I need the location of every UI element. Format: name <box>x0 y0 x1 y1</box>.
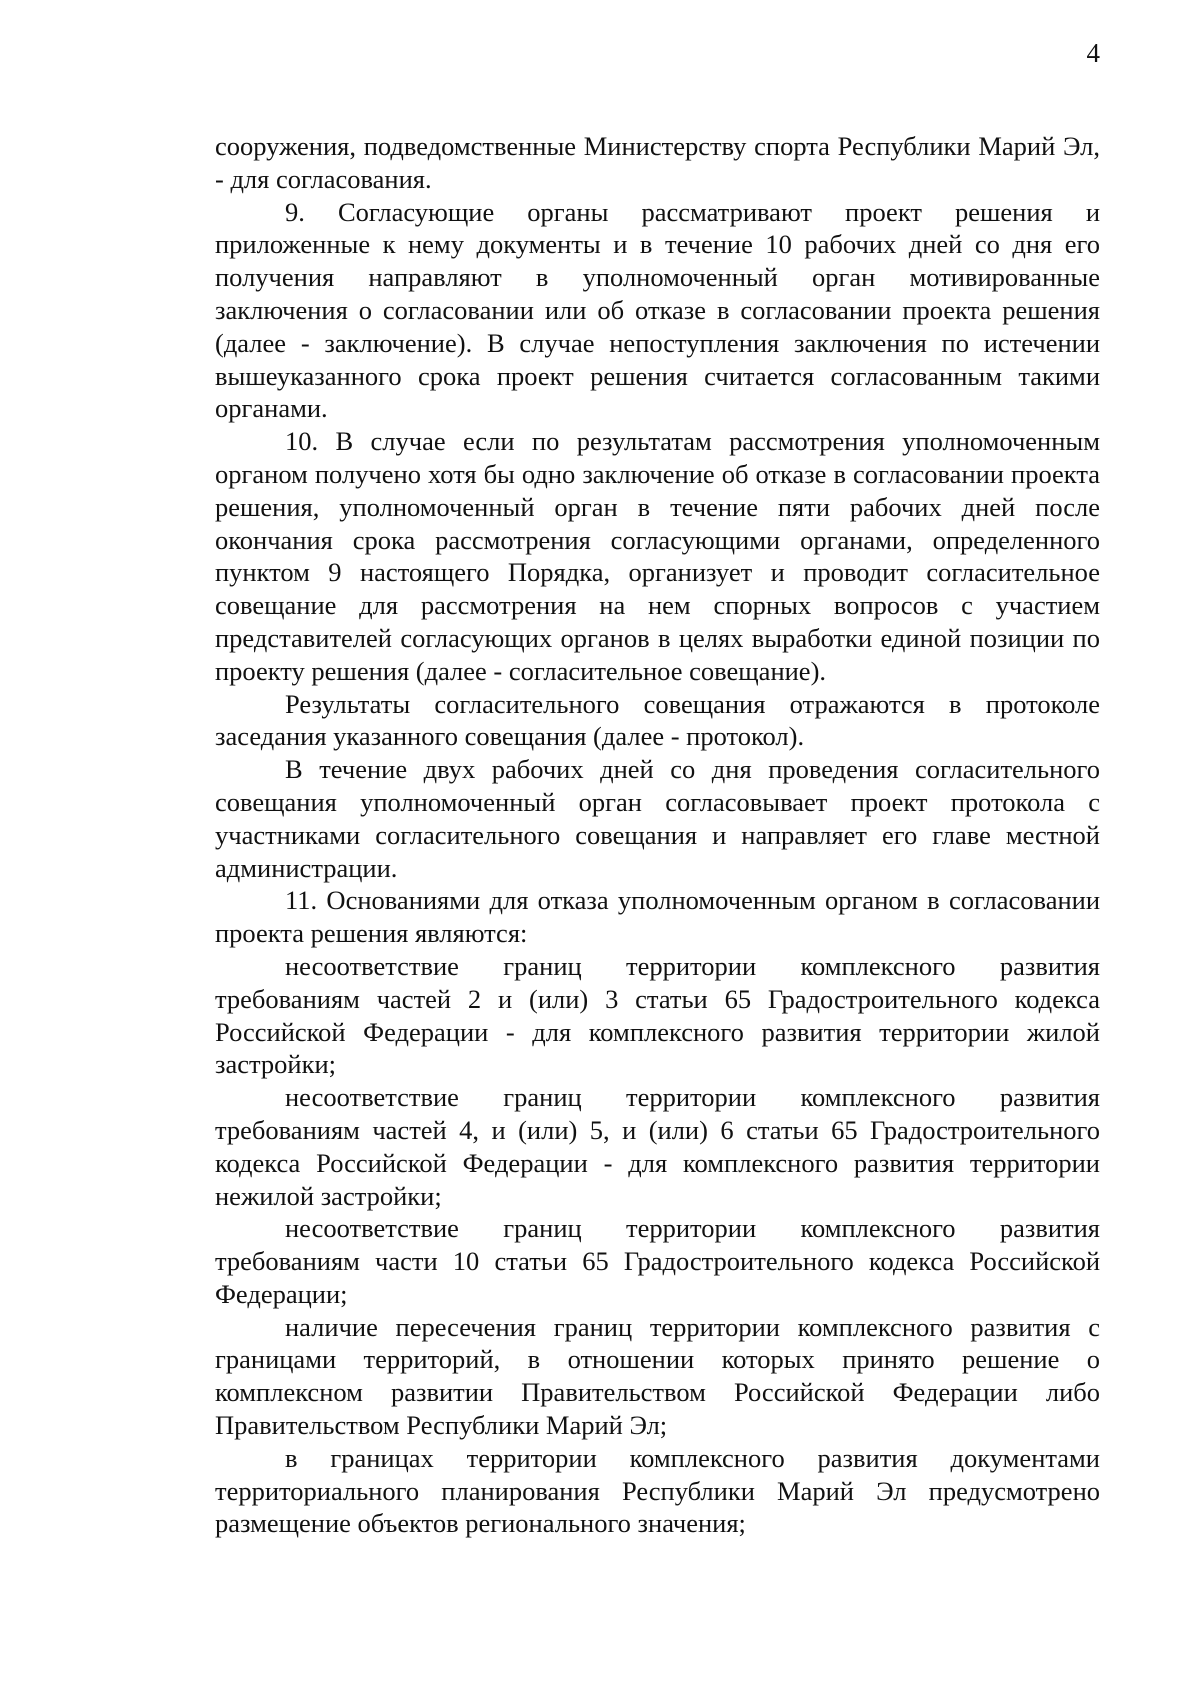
paragraph-continuation: сооружения, подведомственные Министерству спорта Республики Марий Эл, - для согласования. <box>215 131 1100 194</box>
page-number: 4 <box>1086 38 1100 68</box>
paragraph-ground-nonresidential: несоответствие границ территории комплексного развития требованиям частей 4, и (или) 5, и (или) 6 статьи 65 Градостроительного кодекса Российской Федерации - для комплексного развития территории нежилой застройки; <box>215 1082 1100 1211</box>
paragraph-item-11: 11. Основаниями для отказа уполномоченным органом в согласовании проекта решения являются: <box>215 885 1100 949</box>
document-body <box>215 130 1100 1540</box>
paragraph-ground-part-10: несоответствие границ территории комплексного развития требованиям части 10 статьи 65 Градостроительного кодекса Российской Федерации; <box>215 1213 1100 1309</box>
paragraph-ground-residential: несоответствие границ территории комплексного развития требованиям частей 2 и (или) 3 статьи 65 Градостроительного кодекса Российской Федерации - для комплексного развития территории жилой застройки; <box>215 950 1100 1080</box>
paragraph-protocol-approval: В течение двух рабочих дней со дня проведения согласительного совещания уполномоченный орган согласовывает проект протокола с участниками согласительного совещания и направляет его главе местной администрации. <box>215 754 1100 883</box>
paragraph-ground-regional-objects: в границах территории комплексного развития документами территориального планирования Республики Марий Эл предусмотрено размещение объектов регионального значения; <box>215 1442 1100 1539</box>
paragraph-item-9: 9. Согласующие органы рассматривают проект решения и приложенные к нему документы и в течение 10 рабочих дней со дня его получения направляют в уполномоченный орган мотивированные заключения о согласовании или об отказе в согласовании проекта решения (далее - заключение). В случае непоступления заключения по истечении вышеуказанного срока проект решения считается согласованным такими органами. <box>215 196 1100 424</box>
paragraph-item-10: 10. В случае если по результатам рассмотрения уполномоченным органом получено хотя бы одно заключение об отказе в согласовании проекта решения, уполномоченный орган в течение пяти рабочих дней после окончания срока рассмотрения согласующими органами, определенного пунктом 9 настоящего Порядка, организует и проводит согласительное совещание для рассмотрения на нем спорных вопросов с участием представителей согласующих органов в целях выработки единой позиции по проекту решения (далее - согласительное совещание). <box>215 426 1100 686</box>
paragraph-ground-intersection: наличие пересечения границ территории комплексного развития с границами территорий, в отношении которых принято решение о комплексном развитии Правительством Российской Федерации либо Правительством Республики Марий Эл; <box>215 1311 1100 1441</box>
paragraph-protocol-results: Результаты согласительного совещания отражаются в протоколе заседания указанного совещания (далее - протокол). <box>215 688 1100 752</box>
